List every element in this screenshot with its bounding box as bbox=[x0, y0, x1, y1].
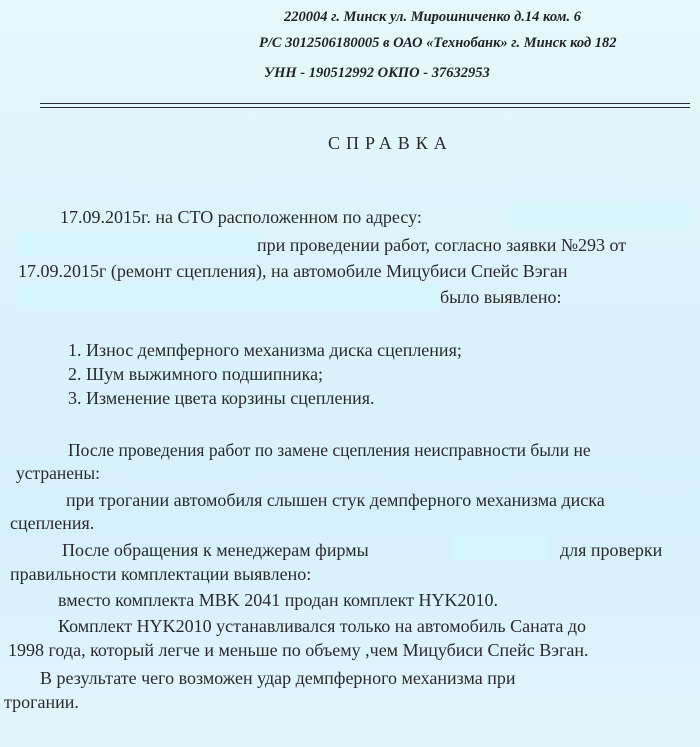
redaction-address-2 bbox=[18, 232, 258, 256]
document-title: СПРАВКА bbox=[328, 133, 453, 153]
p5-line1: вместо комплекта MBK 2041 продан комплект HYK2010. bbox=[58, 590, 498, 610]
redaction-company-name bbox=[452, 536, 548, 560]
header-separator-top bbox=[40, 103, 690, 104]
header-tax-ids: УНН - 190512992 ОКПО - 37632953 bbox=[264, 65, 490, 81]
list-item: 1. Износ демпферного механизма диска сцепления; bbox=[68, 340, 462, 360]
p3-line2: сцепления. bbox=[10, 513, 95, 533]
list-item: 2. Шум выжимного подшипника; bbox=[68, 364, 324, 384]
header-separator-bottom bbox=[40, 107, 690, 108]
p2-line1: После проведения работ по замене сцепления неисправности были не bbox=[68, 440, 591, 460]
redaction-line-4 bbox=[18, 284, 438, 308]
p1-line4: было выявлено: bbox=[440, 287, 562, 307]
p6-line2: 1998 года, который легче и меньше по объему ,чем Мицубиси Спейс Вэган. bbox=[8, 640, 589, 660]
header-address: 220004 г. Минск ул. Мирошниченко д.14 ком. 6 bbox=[284, 9, 581, 25]
list-item: 3. Изменение цвета корзины сцепления. bbox=[68, 388, 375, 408]
p4-line1a: После обращения к менеджерам фирмы bbox=[62, 540, 369, 560]
redaction-address-1 bbox=[510, 204, 690, 228]
p1-line1: 17.09.2015г. на СТО расположенном по адресу: bbox=[60, 207, 422, 227]
p4-line1b: для проверки bbox=[560, 540, 663, 560]
p1-line2: при проведении работ, согласно заявки №293 от bbox=[257, 235, 627, 255]
p7-line2: трогании. bbox=[4, 692, 79, 712]
p1-line3: 17.09.2015г (ремонт сцепления), на автомобиле Мицубиси Спейс Вэган bbox=[18, 261, 568, 281]
p3-line1: при трогании автомобиля слышен стук демпферного механизма диска bbox=[66, 490, 605, 510]
p7-line1: В результате чего возможен удар демпферного механизма при bbox=[40, 668, 516, 688]
p6-line1: Комплект HYK2010 устанавливался только на автомобиль Саната до bbox=[58, 616, 586, 636]
header-bank-account: Р/С 3012506180005 в ОАО «Технобанк» г. Минск код 182 bbox=[259, 35, 617, 51]
p2-line2: устранены: bbox=[16, 463, 101, 483]
p4-line2: правильности комплектации выявлено: bbox=[10, 564, 312, 584]
